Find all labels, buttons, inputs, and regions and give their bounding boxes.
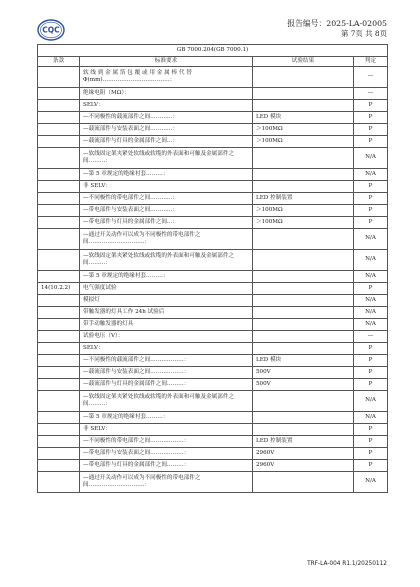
table-row <box>38 181 388 193</box>
report-header <box>287 19 387 38</box>
requirement-cell: —不同极性的载流部件之间………………： <box>80 355 253 367</box>
clause-cell <box>38 193 80 205</box>
requirement-cell: —第 5 章规定的绝缘衬套………： <box>80 412 253 424</box>
table-title: GB 7000.204(GB 7000.1) <box>38 45 388 57</box>
verdict-cell: P <box>354 181 388 193</box>
col-header-result: 试验结果 <box>253 57 354 67</box>
result-cell <box>253 181 354 193</box>
table-row <box>38 217 388 229</box>
test-results-table <box>37 44 388 493</box>
table-header-row <box>38 57 388 67</box>
table-row <box>38 436 388 448</box>
result-cell <box>253 283 354 295</box>
clause-cell <box>38 319 80 331</box>
result-cell <box>253 295 354 307</box>
report-number: 报告编号：2025-LA-02005 <box>287 19 387 28</box>
verdict-cell: N/A <box>354 307 388 319</box>
result-cell <box>253 229 354 250</box>
requirement-cell: —第 5 章规定的绝缘衬套………： <box>80 169 253 181</box>
table-row <box>38 193 388 205</box>
requirement-cell: 电气强度试验 <box>80 283 253 295</box>
col-header-verdict: 判定 <box>354 57 388 67</box>
table-row <box>38 367 388 379</box>
verdict-cell: P <box>354 124 388 136</box>
verdict-cell: P <box>354 343 388 355</box>
verdict-cell: N/A <box>354 271 388 283</box>
table-row <box>38 343 388 355</box>
result-cell: ＞100MΩ <box>253 124 354 136</box>
result-cell: LED 模块 <box>253 355 354 367</box>
result-cell <box>253 88 354 100</box>
verdict-cell: P <box>354 100 388 112</box>
clause-cell <box>38 460 80 472</box>
verdict-cell: N/A <box>354 169 388 181</box>
clause-cell <box>38 307 80 319</box>
result-cell: LED 控制装置 <box>253 193 354 205</box>
clause-cell <box>38 100 80 112</box>
clause-cell <box>38 295 80 307</box>
cqc-logo <box>37 19 65 41</box>
requirement-cell: 软 线 到 金 属 箔 包 覆 或 用 金 属 棒 代 替 Φ(mm)………………………………： <box>80 67 253 88</box>
verdict-cell: N/A <box>354 250 388 271</box>
verdict-cell: P <box>354 460 388 472</box>
clause-cell <box>38 124 80 136</box>
result-cell <box>253 307 354 319</box>
requirement-cell: —不同极性的带电部件之间………………： <box>80 436 253 448</box>
requirement-cell: —载流部件与安装表面之间…………： <box>80 124 253 136</box>
requirement-cell: SELV： <box>80 343 253 355</box>
table-row <box>38 271 388 283</box>
verdict-cell: N/A <box>354 391 388 412</box>
verdict-cell: — <box>354 331 388 343</box>
verdict-cell: P <box>354 436 388 448</box>
table-row <box>38 391 388 412</box>
table-row <box>38 307 388 319</box>
page-indicator: 第 7页 共 8页 <box>340 28 387 38</box>
result-cell: 500V <box>253 367 354 379</box>
result-cell <box>253 319 354 331</box>
result-cell <box>253 412 354 424</box>
clause-cell <box>38 181 80 193</box>
clause-cell <box>38 205 80 217</box>
requirement-cell: —第 5 章规定的绝缘衬套………： <box>80 271 253 283</box>
table-row <box>38 67 388 88</box>
requirement-cell: —带电部件与灯具的金属部件之间………： <box>80 460 253 472</box>
verdict-cell: P <box>354 193 388 205</box>
verdict-cell: N/A <box>354 229 388 250</box>
result-cell <box>253 343 354 355</box>
table-row <box>38 460 388 472</box>
requirement-cell: —载流部件与安装表面之间………………： <box>80 367 253 379</box>
col-header-clause: 条款 <box>38 57 80 67</box>
requirement-cell: —软线固定架夹紧处软线或软缆的外表面和可触及金属部件之间………： <box>80 391 253 412</box>
clause-cell <box>38 412 80 424</box>
clause-cell <box>38 148 80 169</box>
result-cell <box>253 250 354 271</box>
table-row <box>38 205 388 217</box>
result-cell: LED 模块 <box>253 112 354 124</box>
clause-cell <box>38 367 80 379</box>
clause-cell: 14(10.2.2) <box>38 283 80 295</box>
result-cell <box>253 472 354 493</box>
clause-cell <box>38 136 80 148</box>
verdict-cell: P <box>354 205 388 217</box>
clause-cell <box>38 88 80 100</box>
result-cell <box>253 169 354 181</box>
clause-cell <box>38 229 80 250</box>
requirement-cell: 带手动触发器的灯具 <box>80 319 253 331</box>
clause-cell <box>38 271 80 283</box>
table-row <box>38 331 388 343</box>
verdict-cell: P <box>354 217 388 229</box>
table-row <box>38 295 388 307</box>
clause-cell <box>38 472 80 493</box>
clause-cell <box>38 250 80 271</box>
clause-cell <box>38 331 80 343</box>
clause-cell <box>38 391 80 412</box>
requirement-cell: 带触发器的灯具工作 24h 试验后 <box>80 307 253 319</box>
result-cell <box>253 391 354 412</box>
col-header-requirement: 标准要求 <box>80 57 253 67</box>
requirement-cell: 绝缘电阻（MΩ）： <box>80 88 253 100</box>
result-cell <box>253 424 354 436</box>
verdict-cell: P <box>354 424 388 436</box>
table-row <box>38 112 388 124</box>
clause-cell <box>38 343 80 355</box>
requirement-cell: —载流部件与灯具的金属部件之间………： <box>80 379 253 391</box>
requirement-cell: —带电部件与安装表面之间…………： <box>80 205 253 217</box>
clause-cell <box>38 112 80 124</box>
result-cell <box>253 271 354 283</box>
requirement-cell: 非 SELV： <box>80 181 253 193</box>
requirement-cell: —通过开关动作可以成为不同极性的带电部件之间…………………………： <box>80 472 253 493</box>
footer-form-id: TRF-LA-004 R1.1/20250112 <box>307 561 387 567</box>
requirement-cell: —带电部件与安装表面之间………………： <box>80 448 253 460</box>
table-row <box>38 88 388 100</box>
verdict-cell: N/A <box>354 319 388 331</box>
table-row <box>38 319 388 331</box>
verdict-cell: — <box>354 67 388 88</box>
requirement-cell: 试验电压（V）： <box>80 331 253 343</box>
requirement-cell: SELV： <box>80 100 253 112</box>
table-row <box>38 355 388 367</box>
result-cell <box>253 331 354 343</box>
requirement-cell: —通过开关动作可以成为不同极性的带电部件之间…………………………： <box>80 229 253 250</box>
table-row <box>38 169 388 181</box>
table-row <box>38 136 388 148</box>
verdict-cell: N/A <box>354 472 388 493</box>
result-cell: LED 控制装置 <box>253 436 354 448</box>
verdict-cell: P <box>354 112 388 124</box>
verdict-cell: P <box>354 379 388 391</box>
requirement-cell: —带电部件与灯具的金属部件之间…： <box>80 217 253 229</box>
verdict-cell: N/A <box>354 295 388 307</box>
table-row <box>38 250 388 271</box>
verdict-cell: N/A <box>354 148 388 169</box>
clause-cell <box>38 436 80 448</box>
logo-text: CQC <box>42 25 60 35</box>
requirement-cell: —不同极性的带电部件之间…………： <box>80 193 253 205</box>
requirement-cell: 模拟灯 <box>80 295 253 307</box>
verdict-cell: P <box>354 283 388 295</box>
table-row <box>38 283 388 295</box>
clause-cell <box>38 217 80 229</box>
requirement-cell: —不同极性的载流部件之间…………： <box>80 112 253 124</box>
requirement-cell: 非 SELV： <box>80 424 253 436</box>
table-row <box>38 412 388 424</box>
table-row <box>38 379 388 391</box>
table-row <box>38 229 388 250</box>
table-row <box>38 148 388 169</box>
clause-cell <box>38 424 80 436</box>
requirement-cell: —软线固定架夹紧处软线或软缆的外表面和可触及金属部件之间………： <box>80 250 253 271</box>
clause-cell <box>38 448 80 460</box>
clause-cell <box>38 67 80 88</box>
result-cell: ＞100MΩ <box>253 217 354 229</box>
verdict-cell: P <box>354 136 388 148</box>
result-cell: 2960V <box>253 460 354 472</box>
clause-cell <box>38 169 80 181</box>
result-cell: ＞100MΩ <box>253 136 354 148</box>
verdict-cell: P <box>354 367 388 379</box>
result-cell: 2960V <box>253 448 354 460</box>
result-cell: ＞100MΩ <box>253 205 354 217</box>
result-cell <box>253 67 354 88</box>
verdict-cell: P <box>354 448 388 460</box>
verdict-cell: N/A <box>354 412 388 424</box>
verdict-cell: — <box>354 88 388 100</box>
table-row <box>38 472 388 493</box>
result-cell <box>253 148 354 169</box>
result-cell: 500V <box>253 379 354 391</box>
clause-cell <box>38 379 80 391</box>
requirement-cell: —载流部件与灯具的金属部件之间…： <box>80 136 253 148</box>
table-row <box>38 424 388 436</box>
result-cell <box>253 100 354 112</box>
table-row <box>38 100 388 112</box>
table-row <box>38 124 388 136</box>
requirement-cell: —软线固定架夹紧处软线或软缆的外表面和可触及金属部件之间………： <box>80 148 253 169</box>
verdict-cell: P <box>354 355 388 367</box>
table-row <box>38 448 388 460</box>
clause-cell <box>38 355 80 367</box>
